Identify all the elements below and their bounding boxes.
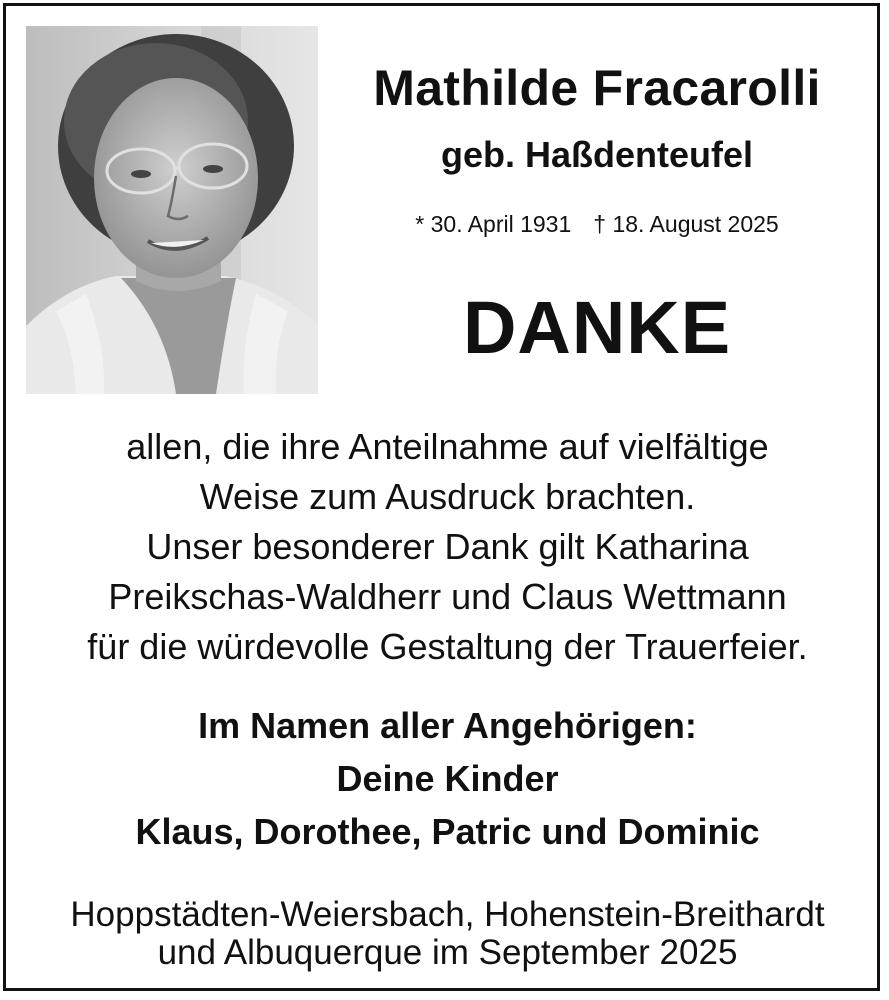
thank-you-message <box>6 422 889 672</box>
family-line: Deine Kinder <box>336 758 559 799</box>
birth-date: * 30. April 1931 <box>415 211 572 237</box>
place-line: und Albuquerque im September 2025 <box>157 933 738 972</box>
portrait-photo <box>26 26 318 394</box>
deceased-name: Mathilde Fracarolli <box>373 60 821 116</box>
death-date: † 18. August 2025 <box>593 211 779 237</box>
family-signature <box>6 699 889 858</box>
obituary-card <box>3 3 880 991</box>
message-line: Weise zum Ausdruck brachten. <box>199 476 696 517</box>
message-line: Preikschas-Waldherr und Claus Wettmann <box>108 576 787 617</box>
maiden-name: geb. Haßdenteufel <box>440 134 754 175</box>
family-line: Im Namen aller Angehörigen: <box>198 705 697 746</box>
place-line: Hoppstädten-Weiersbach, Hohenstein-Breithardt <box>70 895 825 934</box>
message-line: für die würdevolle Gestaltung der Trauerfeier. <box>87 626 808 667</box>
message-line: Unser besonderer Dank gilt Katharina <box>146 526 749 567</box>
message-line: allen, die ihre Anteilnahme auf vielfältige <box>126 426 769 467</box>
family-line: Klaus, Dorothee, Patric und Dominic <box>135 811 760 852</box>
thank-you-headline: DANKE <box>462 286 732 369</box>
life-dates <box>318 207 876 241</box>
place-and-date <box>6 896 889 972</box>
